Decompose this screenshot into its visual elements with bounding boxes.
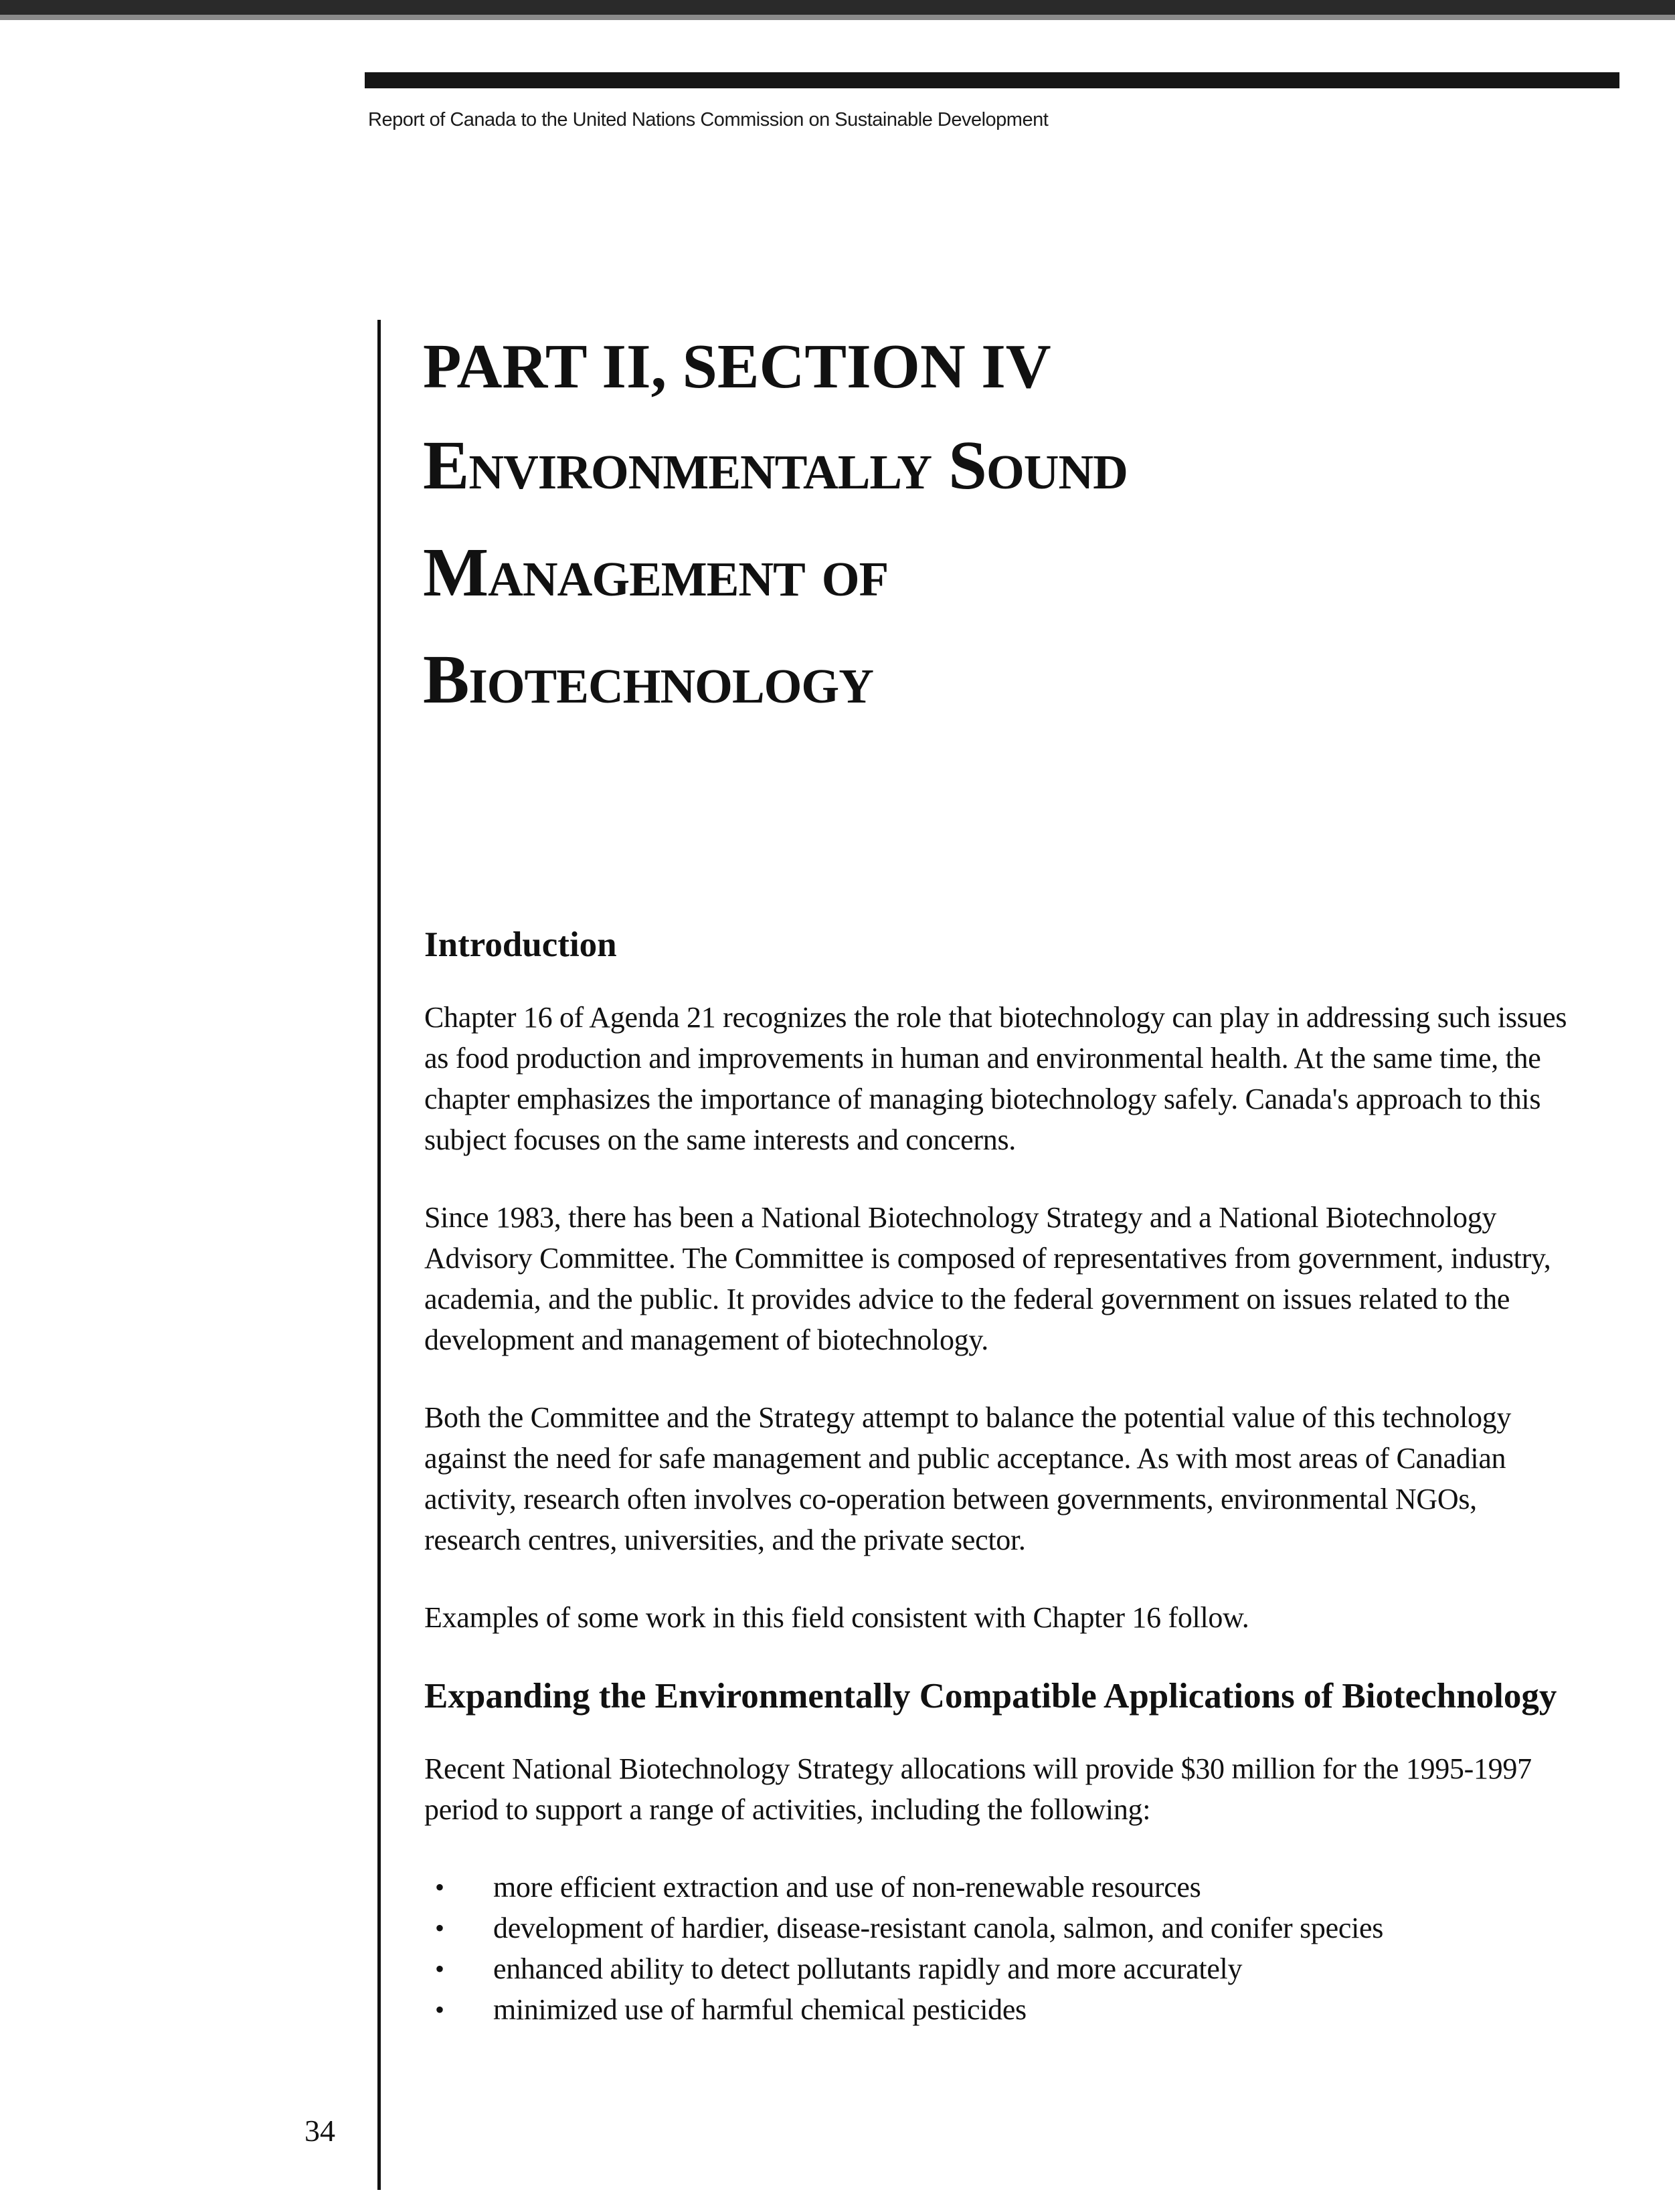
scan-top-edge: [0, 0, 1675, 15]
list-item-text: minimized use of harmful chemical pesticides: [493, 1993, 1027, 2026]
page-number: 34: [304, 2114, 335, 2148]
bullet-icon: •: [435, 1954, 444, 1984]
scan-top-edge-shadow: [0, 15, 1675, 20]
expanding-heading: Expanding the Environmentally Compatible Applications of Biotechnology: [424, 1677, 1557, 1716]
list-item: [424, 1989, 1575, 2030]
left-vertical-rule: [377, 320, 381, 2190]
chapter-title-line: Environmentally Sound: [423, 427, 1128, 504]
title-block: [423, 327, 1614, 733]
main-content: [424, 923, 1575, 2030]
header-rule: [365, 72, 1619, 88]
part-section-title: PART II, SECTION IV: [423, 332, 1051, 401]
list-item-text: development of hardier, disease-resistant canola, salmon, and conifer species: [493, 1912, 1384, 1944]
bullet-icon: •: [435, 1995, 444, 2025]
intro-paragraph: Chapter 16 of Agenda 21 recognizes the role that biotechnology can play in addressing such issues as food production and improvements in human and environmental health. At the same time, the chapter emphasizes the importance of managing biotechnology safely. Canada's approach to this subject focuses on the same interests and concerns.: [424, 1001, 1567, 1156]
bullet-icon: •: [435, 1872, 444, 1902]
list-item-text: more efficient extraction and use of non-renewable resources: [493, 1871, 1201, 1904]
chapter-title-line: Management of: [423, 534, 889, 611]
intro-paragraph: Since 1983, there has been a National Biotechnology Strategy and a National Biotechnology Advisory Committee. The Committee is composed of representatives from government, industry, academia, and the public. It provides advice to the federal government on issues related to the development and management of biotechnology.: [424, 1201, 1551, 1356]
intro-paragraph: Examples of some work in this field consistent with Chapter 16 follow.: [424, 1601, 1249, 1634]
list-item: [424, 1867, 1575, 1908]
list-item: [424, 1908, 1575, 1948]
expanding-paragraph: Recent National Biotechnology Strategy allocations will provide $30 million for the 1995-1997 period to support a range of activities, including the following:: [424, 1752, 1532, 1826]
list-item: [424, 1948, 1575, 1989]
introduction-heading: Introduction: [424, 925, 617, 964]
running-header: Report of Canada to the United Nations Commission on Sustainable Development: [368, 109, 1049, 130]
intro-paragraph: Both the Committee and the Strategy attempt to balance the potential value of this technology against the need for safe management and public acceptance. As with most areas of Canadian activity, research often involves co-operation between governments, environmental NGOs, research centres, universities, and the private sector.: [424, 1401, 1512, 1556]
activities-list: [424, 1867, 1575, 2030]
chapter-title-line: Biotechnology: [423, 641, 873, 718]
list-item-text: enhanced ability to detect pollutants rapidly and more accurately: [493, 1952, 1243, 1985]
chapter-title: [423, 412, 1614, 733]
bullet-icon: •: [435, 1913, 444, 1943]
